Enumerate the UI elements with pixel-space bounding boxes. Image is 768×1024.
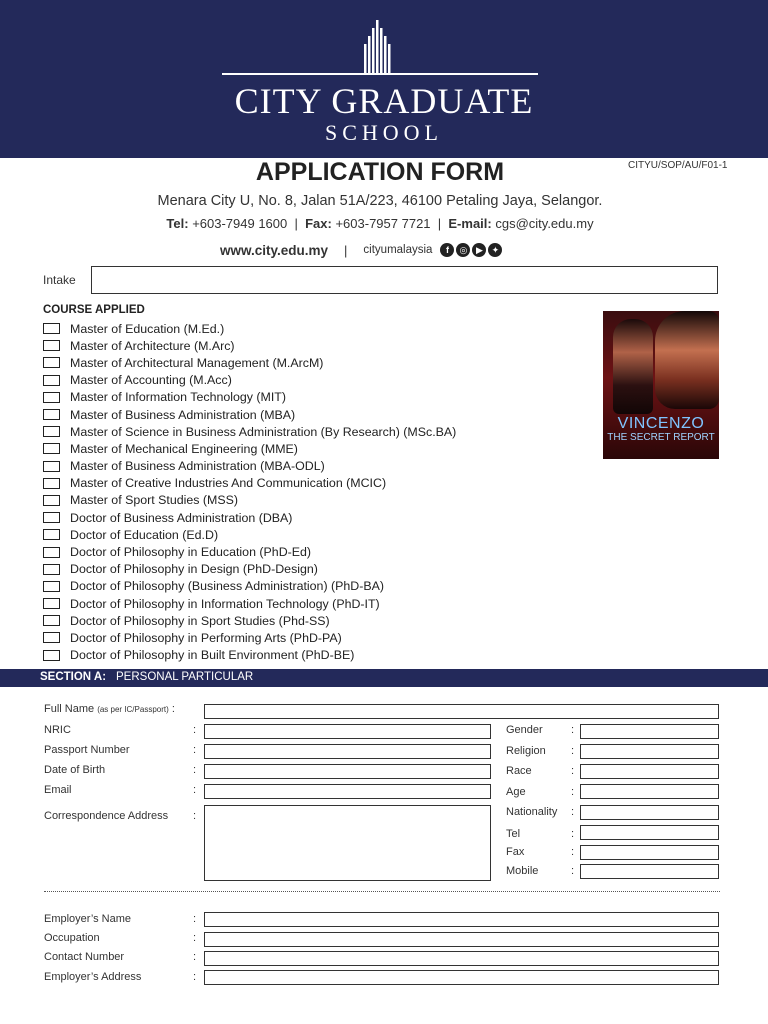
poster-subtitle: THE SECRET REPORT (607, 432, 715, 443)
course-label: Master of Accounting (M.Acc) (70, 373, 232, 388)
course-checkbox[interactable] (43, 598, 60, 609)
colon: : (193, 744, 197, 756)
course-label: Master of Science in Business Administration (By Research) (MSc.BA) (70, 424, 457, 439)
colon: : (571, 765, 575, 777)
contact-number-field[interactable] (204, 951, 719, 966)
section-a-bar (0, 669, 768, 687)
course-option[interactable] (43, 423, 456, 440)
separator: | (294, 216, 298, 231)
course-checkbox[interactable] (43, 564, 60, 575)
course-checkbox[interactable] (43, 547, 60, 558)
facebook-icon[interactable]: f (440, 243, 454, 257)
colon: : (571, 724, 575, 736)
course-checkbox[interactable] (43, 632, 60, 643)
course-label: Doctor of Philosophy in Education (PhD-Ed) (70, 545, 312, 560)
colon: : (171, 703, 175, 715)
course-option[interactable] (43, 492, 456, 509)
intake-field[interactable] (91, 266, 718, 294)
logo-divider (222, 73, 538, 75)
email-label: Email (44, 784, 72, 796)
course-label: Doctor of Philosophy in Sport Studies (Phd-SS) (70, 613, 330, 628)
nric-field[interactable] (204, 724, 491, 739)
colon: : (193, 951, 197, 963)
section-a-title: PERSONAL PARTICULAR (116, 671, 254, 683)
section-a-label: SECTION A: (40, 671, 107, 683)
course-checkbox[interactable] (43, 375, 60, 386)
colon: : (571, 786, 575, 798)
separator: | (437, 216, 442, 231)
course-checkbox[interactable] (43, 426, 60, 437)
course-label: Master of Business Administration (MBA) (70, 407, 296, 422)
email-address[interactable]: cgs@city.edu.my (495, 216, 594, 231)
full-name-label (44, 703, 175, 715)
school-address: Menara City U, No. 8, Jalan 51A/223, 46100 Petaling Jaya, Selangor. (157, 193, 603, 209)
colon: : (193, 810, 197, 822)
course-option[interactable] (43, 458, 456, 475)
full-name-text: Full Name (44, 703, 95, 715)
fax-label: Fax (506, 846, 525, 858)
course-option[interactable] (43, 647, 456, 664)
colon: : (571, 828, 575, 840)
course-checkbox[interactable] (43, 615, 60, 626)
mobile-label: Mobile (506, 865, 539, 877)
twitter-icon[interactable]: ✦ (488, 243, 502, 257)
logo-text-school: SCHOOL (324, 120, 443, 145)
religion-field[interactable] (580, 744, 719, 759)
mobile-field[interactable] (580, 864, 719, 879)
colon: : (193, 971, 197, 983)
colon: : (571, 846, 575, 858)
address-label: Correspondence Address (44, 810, 169, 822)
course-checkbox[interactable] (43, 478, 60, 489)
course-option[interactable] (43, 595, 456, 612)
race-label: Race (506, 765, 532, 777)
full-name-field[interactable] (204, 704, 719, 719)
course-checkbox[interactable] (43, 512, 60, 523)
email-label: E-mail: (448, 216, 492, 231)
nationality-field[interactable] (580, 805, 719, 820)
course-list (43, 320, 456, 664)
course-label: Master of Education (M.Ed.) (70, 321, 225, 336)
contact-number-label: Contact Number (44, 951, 125, 963)
course-label: Master of Creative Industries And Communication (MCIC) (70, 476, 387, 491)
contact-line (0, 216, 760, 231)
course-label: Doctor of Philosophy in Performing Arts (PhD-PA) (70, 630, 342, 645)
course-checkbox[interactable] (43, 650, 60, 661)
course-checkbox[interactable] (43, 495, 60, 506)
form-title: APPLICATION FORM (255, 158, 505, 186)
occupation-label: Occupation (44, 932, 100, 944)
course-option[interactable] (43, 475, 456, 492)
colon: : (193, 784, 197, 796)
course-option[interactable] (43, 337, 456, 354)
religion-label: Religion (506, 745, 546, 757)
tel-number: +603-7949 1600 (192, 216, 288, 231)
intake-label: Intake (43, 273, 76, 287)
email-field[interactable] (204, 784, 491, 799)
address-field[interactable] (204, 805, 491, 881)
course-option[interactable] (43, 612, 456, 629)
course-label: Master of Sport Studies (MSS) (70, 493, 239, 508)
course-option[interactable] (43, 440, 456, 457)
passport-label: Passport Number (44, 744, 130, 756)
poster-figure-man (655, 311, 719, 409)
tel-label: Tel (506, 828, 521, 840)
course-label: Master of Information Technology (MIT) (70, 390, 287, 405)
tel-label: Tel: (166, 216, 189, 231)
nric-label: NRIC (44, 724, 71, 736)
race-field[interactable] (580, 764, 719, 779)
fax-field[interactable] (580, 845, 719, 860)
dob-field[interactable] (204, 764, 491, 779)
course-checkbox[interactable] (43, 357, 60, 368)
course-option[interactable] (43, 561, 456, 578)
tel-field[interactable] (580, 825, 719, 840)
colon: : (193, 913, 197, 925)
course-label: Master of Business Administration (MBA-ODL) (70, 459, 325, 474)
course-checkbox[interactable] (43, 323, 60, 334)
building-logo-icon (363, 20, 393, 75)
age-label: Age (506, 786, 526, 798)
course-label: Master of Architecture (M.Arc) (70, 338, 235, 353)
course-option[interactable] (43, 372, 456, 389)
dob-label: Date of Birth (44, 764, 106, 776)
youtube-icon[interactable]: ▶ (472, 243, 486, 257)
course-label: Doctor of Philosophy in Built Environment (PhD-BE) (70, 648, 355, 663)
employer-address-label: Employer’s Address (44, 971, 142, 983)
full-name-note: (as per IC/Passport) (97, 705, 169, 714)
fax-label: Fax: (305, 216, 332, 231)
course-option[interactable] (43, 526, 456, 543)
gender-label: Gender (506, 724, 543, 736)
course-label: Doctor of Philosophy in Information Technology (PhD-IT) (70, 596, 380, 611)
course-checkbox[interactable] (43, 581, 60, 592)
form-code: CITYU/SOP/AU/F01-1 (628, 160, 728, 171)
instagram-icon[interactable]: ◎ (456, 243, 470, 257)
colon: : (571, 865, 575, 877)
course-option[interactable] (43, 578, 456, 595)
poster-figure-woman (613, 319, 653, 414)
colon: : (193, 932, 197, 944)
course-option[interactable] (43, 629, 456, 646)
course-label: Doctor of Business Administration (DBA) (70, 510, 293, 525)
nationality-label: Nationality (506, 806, 558, 818)
course-checkbox[interactable] (43, 340, 60, 351)
course-option[interactable] (43, 509, 456, 526)
logo-text-city-graduate: CITY GRADUATE (234, 81, 534, 121)
course-checkbox[interactable] (43, 409, 60, 420)
social-icons (440, 243, 502, 257)
colon: : (193, 764, 197, 776)
course-checkbox[interactable] (43, 529, 60, 540)
fax-number: +603-7957 7721 (335, 216, 431, 231)
course-checkbox[interactable] (43, 443, 60, 454)
employer-name-field[interactable] (204, 912, 719, 927)
course-option[interactable] (43, 389, 456, 406)
course-option[interactable] (43, 320, 456, 337)
course-label: Master of Mechanical Engineering (MME) (70, 441, 298, 456)
course-option[interactable] (43, 354, 456, 371)
colon: : (193, 724, 197, 736)
colon: : (571, 806, 575, 818)
course-label: Doctor of Education (Ed.D) (70, 527, 219, 542)
course-label: Doctor of Philosophy in Design (PhD-Design) (70, 562, 318, 577)
employer-name-label: Employer’s Name (44, 913, 132, 925)
social-handle: cityumalaysia (363, 244, 433, 256)
employer-address-field[interactable] (204, 970, 719, 985)
passport-field[interactable] (204, 744, 491, 759)
course-checkbox[interactable] (43, 461, 60, 472)
occupation-field[interactable] (204, 932, 719, 947)
website-link[interactable]: www.city.edu.my (220, 242, 329, 258)
colon: : (571, 745, 575, 757)
dotted-divider (44, 891, 720, 892)
course-label: Doctor of Philosophy (Business Administration) (PhD-BA) (70, 579, 385, 594)
gender-field[interactable] (580, 724, 719, 739)
poster-title: VINCENZO (617, 415, 705, 432)
course-applied-heading: COURSE APPLIED (43, 304, 145, 316)
web-line (220, 241, 502, 259)
course-checkbox[interactable] (43, 392, 60, 403)
advertisement-poster (603, 311, 719, 459)
age-field[interactable] (580, 784, 719, 799)
course-label: Master of Architectural Management (M.ArcM) (70, 355, 324, 370)
separator: | (344, 242, 348, 258)
course-option[interactable] (43, 543, 456, 560)
course-option[interactable] (43, 406, 456, 423)
